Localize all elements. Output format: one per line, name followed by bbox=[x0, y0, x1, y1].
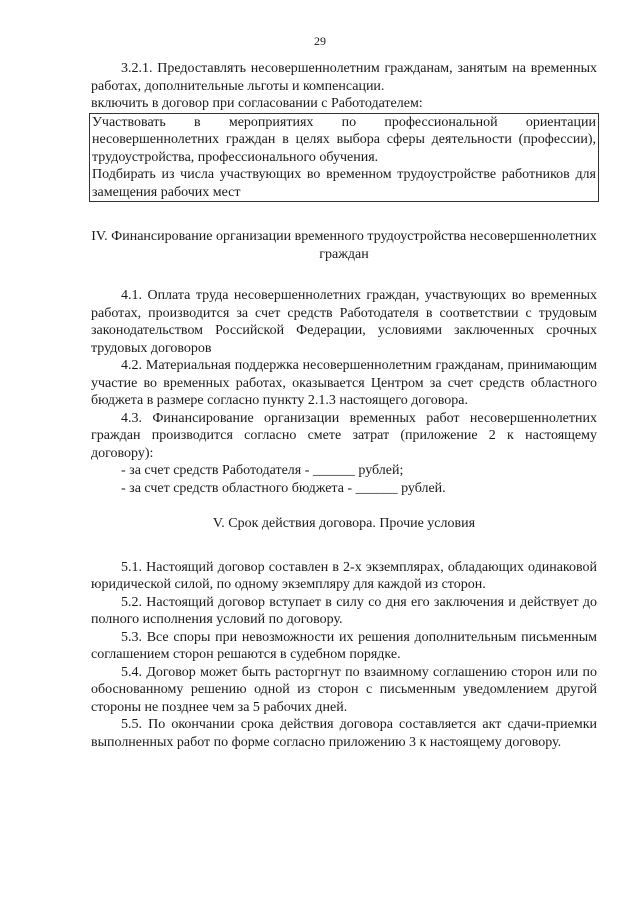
clause-4-2: 4.2. Материальная поддержка несовершеннолетним гражданам, принимающим участие во временных работах, оказывается Центром за счет средств областного бюджета в размере согласно пункту 2.1.3 настоящего договора. bbox=[91, 358, 597, 408]
include-note: включить в договор при согласовании с Работодателем: bbox=[91, 96, 423, 111]
page-number: 29 bbox=[314, 34, 326, 48]
clause-4-3: 4.3. Финансирование организации временных работ несовершеннолетних граждан производится согласно смете затрат (приложение 2 к настоящему договору): bbox=[91, 410, 597, 461]
clause-3-2-1: 3.2.1. Предоставлять несовершеннолетним гражданам, занятым на временных работах, дополнительные льготы и компенсации. bbox=[91, 61, 597, 94]
optional-clause-2: Подбирать из числа участвующих во временном трудоустройстве работников для замещения рабочих мест bbox=[92, 167, 596, 200]
clause-5-1: 5.1. Настоящий договор составлен в 2-х экземплярах, обладающих одинаковой юридической силой, по одному экземпляру для каждой из сторон. bbox=[91, 559, 597, 592]
clause-5-3: 5.3. Все споры при невозможности их решения дополнительным письменным соглашением сторон решаются в судебном порядке. bbox=[91, 629, 597, 662]
funding-employer: - за счет средств Работодателя - ______ рублей; bbox=[121, 463, 404, 478]
optional-clauses-box bbox=[89, 113, 599, 203]
section-5-heading: V. Срок действия договора. Прочие условия bbox=[212, 516, 476, 531]
optional-clause-1: Участвовать в мероприятиях по профессиональной ориентации несовершеннолетних граждан в целях выбора сферы деятельности (профессии), трудоустройства, профессионального обучения. bbox=[92, 114, 596, 165]
section-4-heading: IV. Финансирование организации временного трудоустройства несовершеннолетних граждан bbox=[91, 229, 597, 262]
document-body bbox=[91, 60, 597, 751]
clause-4-1: 4.1. Оплата труда несовершеннолетних граждан, участвующих во временных работах, производится за счет средств Работодателя в соответствии с трудовым законодательством Российской Федерации, условиями заключенных срочных трудовых договоров bbox=[91, 288, 597, 356]
clause-5-2: 5.2. Настоящий договор вступает в силу со дня его заключения и действует до полного исполнения условий по договору. bbox=[91, 594, 597, 627]
clause-5-4: 5.4. Договор может быть расторгнут по взаимному соглашению сторон или по обоснованному решению одной из сторон с письменным уведомлением другой стороны не позднее чем за 5 рабочих дней. bbox=[91, 664, 597, 715]
funding-regional-budget: - за счет средств областного бюджета - ______ рублей. bbox=[121, 480, 446, 496]
clause-5-5: 5.5. По окончании срока действия договора составляется акт сдачи-приемки выполненных работ по форме согласно приложению 3 к настоящему договору. bbox=[91, 717, 597, 750]
